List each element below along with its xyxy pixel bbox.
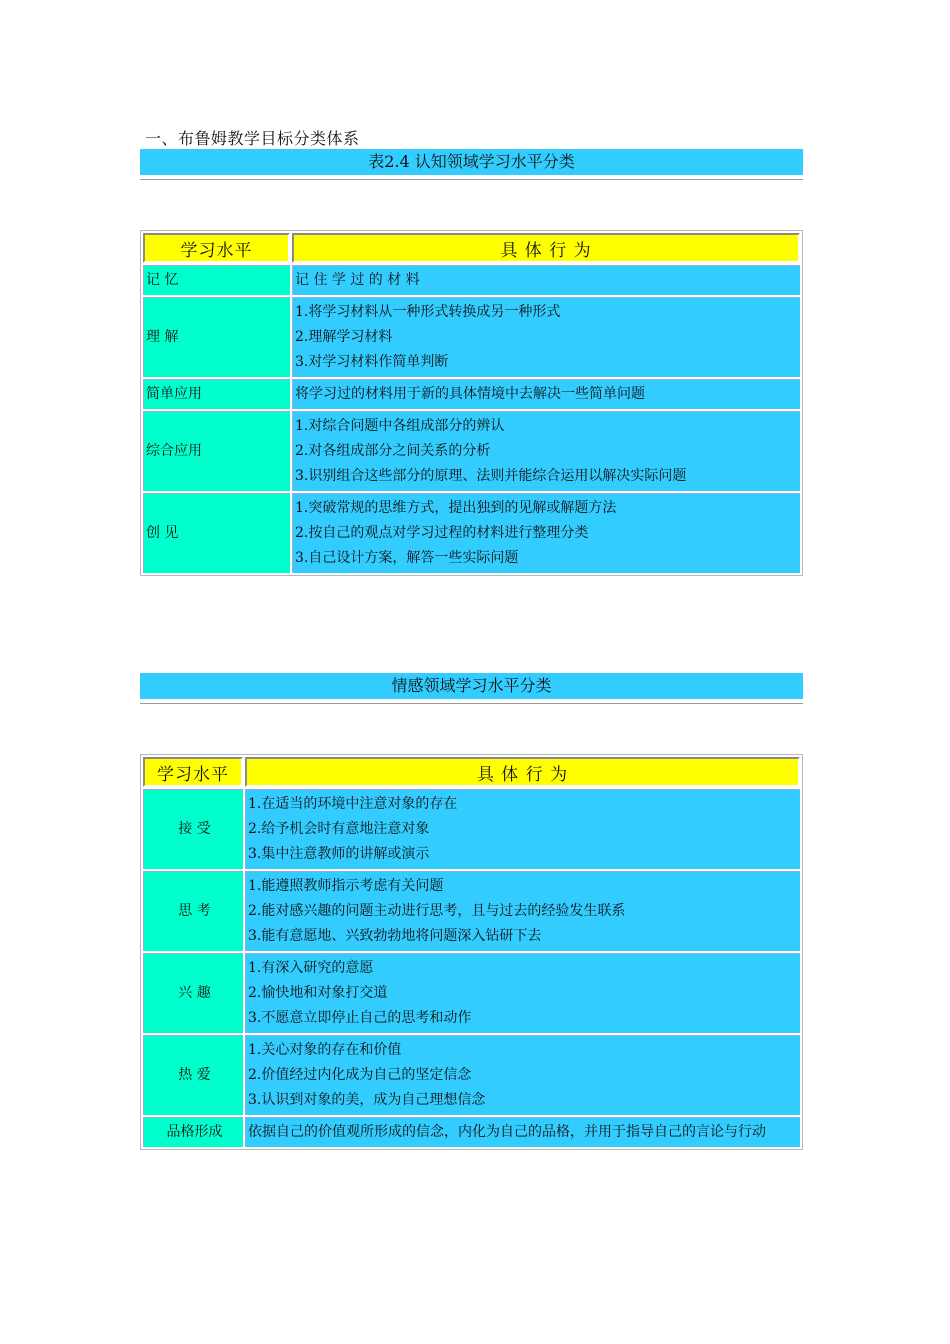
behavior-cell xyxy=(292,411,800,491)
behavior-cell xyxy=(245,871,800,951)
behavior-cell xyxy=(292,493,800,573)
behavior-cell xyxy=(245,789,800,869)
level-cell: 创 见 xyxy=(143,493,290,573)
behavior-line: 2.给予机会时有意地注意对象 xyxy=(248,821,430,837)
table-row xyxy=(143,789,800,869)
table-header-row xyxy=(143,233,800,263)
level-cell: 思 考 xyxy=(143,871,243,951)
behavior-line: 3.能有意愿地、兴致勃勃地将问题深入钻研下去 xyxy=(248,928,542,944)
behavior-line: 1.能遵照教师指示考虑有关问题 xyxy=(248,878,444,894)
level-cell: 兴 趣 xyxy=(143,953,243,1033)
table-row xyxy=(143,411,800,491)
table-row xyxy=(143,871,800,951)
table-row xyxy=(143,265,800,295)
cognitive-levels-table xyxy=(140,230,803,576)
behavior-line: 依据自己的价值观所形成的信念，内化为自己的品格，并用于指导自己的言论与行动 xyxy=(248,1124,766,1140)
behavior-line: 2.价值经过内化成为自己的坚定信念 xyxy=(248,1067,472,1083)
behavior-line: 1.将学习材料从一种形式转换成另一种形式 xyxy=(295,304,561,320)
table-row xyxy=(143,493,800,573)
behavior-line: 3.对学习材料作简单判断 xyxy=(295,354,449,370)
behavior-line: 3.认识到对象的美，成为自己理想信念 xyxy=(248,1092,486,1108)
level-cell: 综合应用 xyxy=(143,411,290,491)
behavior-cell xyxy=(292,297,800,377)
table-row xyxy=(143,1035,800,1115)
level-cell: 记 忆 xyxy=(143,265,290,295)
table-header-row xyxy=(143,757,800,787)
behavior-line: 2.按自己的观点对学习过程的材料进行整理分类 xyxy=(295,525,589,541)
cognitive-table-title: 表2.4 认知领域学习水平分类 xyxy=(140,149,803,175)
behavior-line: 3.自己设计方案，解答一些实际问题 xyxy=(295,550,519,566)
behavior-line: 2.对各组成部分之间关系的分析 xyxy=(295,443,491,459)
table-row xyxy=(143,1117,800,1147)
column-header-level: 学习水平 xyxy=(143,233,290,263)
column-header-level: 学习水平 xyxy=(143,757,243,787)
behavior-cell xyxy=(245,953,800,1033)
section-heading: 一、布鲁姆教学目标分类体系 xyxy=(145,129,360,148)
affective-levels-table xyxy=(140,754,803,1150)
column-header-behavior: 具 体 行 为 xyxy=(245,757,800,787)
behavior-line: 1.关心对象的存在和价值 xyxy=(248,1042,402,1058)
table-row xyxy=(143,297,800,377)
column-header-behavior: 具 体 行 为 xyxy=(292,233,800,263)
level-cell: 理 解 xyxy=(143,297,290,377)
level-cell: 热 爱 xyxy=(143,1035,243,1115)
table-row xyxy=(143,379,800,409)
level-cell: 简单应用 xyxy=(143,379,290,409)
behavior-line: 1.有深入研究的意愿 xyxy=(248,960,374,976)
behavior-cell xyxy=(292,379,800,409)
behavior-line: 2.愉快地和对象打交道 xyxy=(248,985,388,1001)
table-row xyxy=(143,953,800,1033)
behavior-cell xyxy=(245,1035,800,1115)
behavior-line: 1.突破常规的思维方式，提出独到的见解或解题方法 xyxy=(295,500,617,516)
affective-table-title: 情感领域学习水平分类 xyxy=(140,673,803,699)
behavior-cell xyxy=(292,265,800,295)
behavior-line: 3.集中注意教师的讲解或演示 xyxy=(248,846,430,862)
level-cell: 接 受 xyxy=(143,789,243,869)
behavior-line: 1.对综合问题中各组成部分的辨认 xyxy=(295,418,505,434)
behavior-line: 将学习过的材料用于新的具体情境中去解决一些简单问题 xyxy=(295,386,645,402)
behavior-cell xyxy=(245,1117,800,1147)
behavior-line: 3.不愿意立即停止自己的思考和动作 xyxy=(248,1010,472,1026)
behavior-line: 2.理解学习材料 xyxy=(295,329,393,345)
behavior-line: 记 住 学 过 的 材 料 xyxy=(295,272,420,288)
level-cell: 品格形成 xyxy=(143,1117,243,1147)
behavior-line: 1.在适当的环境中注意对象的存在 xyxy=(248,796,458,812)
behavior-line: 2.能对感兴趣的问题主动进行思考，且与过去的经验发生联系 xyxy=(248,903,626,919)
behavior-line: 3.识别组合这些部分的原理、法则并能综合运用以解决实际问题 xyxy=(295,468,687,484)
